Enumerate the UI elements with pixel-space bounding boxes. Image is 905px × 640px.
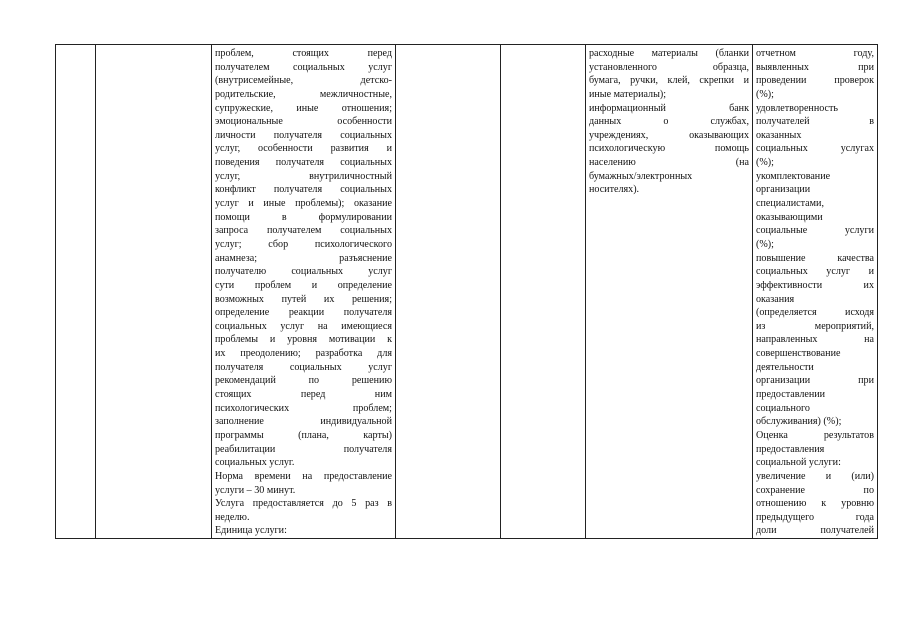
text-line: обслуживания) (%); [756, 416, 842, 428]
text-line: социальных услуг и [756, 266, 874, 278]
text-line: получателем социальных услуг [215, 61, 392, 73]
text-line: направленных на [756, 334, 874, 346]
text-line: стоящих перед ним [215, 389, 392, 401]
text-line: возможных путей их решения; [215, 293, 392, 305]
text-line: расходные материалы (бланки [589, 48, 749, 59]
text-line: (%); [756, 88, 774, 100]
text-line: услуг, внутриличностный [215, 170, 392, 182]
text-line: отношению к уровню [756, 498, 874, 510]
text-line: услуг; сбор психологического [215, 238, 392, 250]
text-line: рекомендаций по решению [215, 375, 392, 387]
text-line: оказания [756, 293, 795, 305]
text-line: запроса получателем социальных [215, 225, 392, 237]
conditions-cell [586, 45, 753, 539]
service-description-text [212, 45, 395, 538]
service-name-cell [96, 45, 212, 539]
text-line: помощи в формулировании [215, 211, 392, 223]
text-line: увеличение и (или) [756, 470, 874, 482]
text-line: социальной услуги: [756, 457, 841, 469]
text-line: Услуга предоставляется до 5 раз в [215, 498, 392, 510]
text-line: их преодолению; разработка для [215, 348, 392, 360]
text-line: родительские, межличностные, [215, 88, 392, 100]
text-line: услуг, особенности развития и [215, 143, 392, 155]
text-line: отчетном году, [756, 48, 874, 59]
text-line: проблем, стоящих перед [215, 48, 392, 59]
text-line: реабилитации получателя [215, 443, 392, 455]
text-line: населению (на [589, 157, 749, 169]
text-line: (%); [756, 238, 774, 250]
text-line: неделю. [215, 511, 250, 523]
text-line: совершенствование [756, 348, 841, 360]
quality-indicators-cell [753, 45, 878, 539]
text-line: данных о службах, [589, 116, 749, 128]
text-line: деятельности [756, 361, 814, 373]
text-line: получателей в [756, 116, 874, 128]
text-line: оказывающими [756, 211, 823, 223]
text-line: супружеские, иные отношения; [215, 102, 392, 114]
text-line: предоставления [756, 443, 825, 455]
text-line: специалистами, [756, 198, 824, 210]
text-line: социальные услуги [756, 225, 874, 237]
text-line: удовлетворенность [756, 102, 839, 114]
text-line: доли получателей [756, 525, 874, 537]
text-line: Норма времени на предоставление [215, 470, 392, 482]
text-line: проведении проверок [756, 75, 874, 87]
deadline-cell [396, 45, 501, 539]
text-line: личности получателя социальных [215, 129, 392, 141]
text-line: Единица услуги: [215, 525, 287, 537]
text-line: поведения получателя социальных [215, 157, 392, 169]
text-line: выявленных при [756, 61, 874, 73]
text-line: конфликт получателя социальных [215, 184, 392, 196]
text-line: анамнеза; разъяснение [215, 252, 392, 264]
text-line: оказанных [756, 129, 802, 141]
text-line: установленного образца, [589, 61, 749, 73]
text-line: предоставлении [756, 389, 826, 401]
text-line: получателя социальных услуг [215, 361, 392, 373]
text-line: повышение качества [756, 252, 874, 264]
text-line: проблемы и уровня мотивации к [215, 334, 392, 346]
text-line: услуги – 30 минут. [215, 484, 296, 496]
text-line: носителях). [589, 184, 640, 196]
number-cell [56, 45, 96, 539]
quality-indicators-text [753, 45, 877, 538]
text-line: социального [756, 402, 810, 414]
text-line: программы (плана, карты) [215, 429, 392, 441]
text-line: сути проблем и определение [215, 279, 392, 291]
text-line: психологическую помощь [589, 143, 749, 155]
text-line: социальных услугах [756, 143, 874, 155]
text-line: учреждениях, оказывающих [589, 129, 749, 141]
text-line: социальных услуг. [215, 457, 295, 469]
text-line: иные материалы); [589, 88, 667, 100]
text-line: организации [756, 184, 811, 196]
service-standard-table [55, 44, 878, 539]
text-line: бумага, ручки, клей, скрепки и [589, 75, 749, 87]
text-line: (%); [756, 157, 774, 169]
text-line: укомплектование [756, 170, 831, 182]
text-line: информационный банк [589, 102, 749, 114]
text-line: из мероприятий, [756, 320, 874, 332]
text-line: социальных услуг на имеющиеся [215, 320, 392, 332]
text-line: заполнение индивидуальной [215, 416, 392, 428]
text-line: (внутрисемейные, детско- [215, 75, 392, 87]
text-line: услуг и иные проблемы); оказание [215, 198, 392, 210]
text-line: организации при [756, 375, 874, 387]
text-line: эмоциональные особенности [215, 116, 392, 128]
text-line: сохранение по [756, 484, 874, 496]
conditions-text [586, 45, 752, 197]
text-line: (определяется исходя [756, 307, 874, 319]
text-line: бумажных/электронных [589, 170, 693, 182]
text-line: эффективности их [756, 279, 874, 291]
table-row [56, 45, 878, 539]
text-line: предыдущего года [756, 511, 874, 523]
text-line: психологических проблем; [215, 402, 392, 414]
service-description-cell [212, 45, 396, 539]
text-line: получателю социальных услуг [215, 266, 392, 278]
text-line: Оценка результатов [756, 429, 874, 441]
text-line: определение реакции получателя [215, 307, 392, 319]
per-capita-norm-cell [501, 45, 586, 539]
